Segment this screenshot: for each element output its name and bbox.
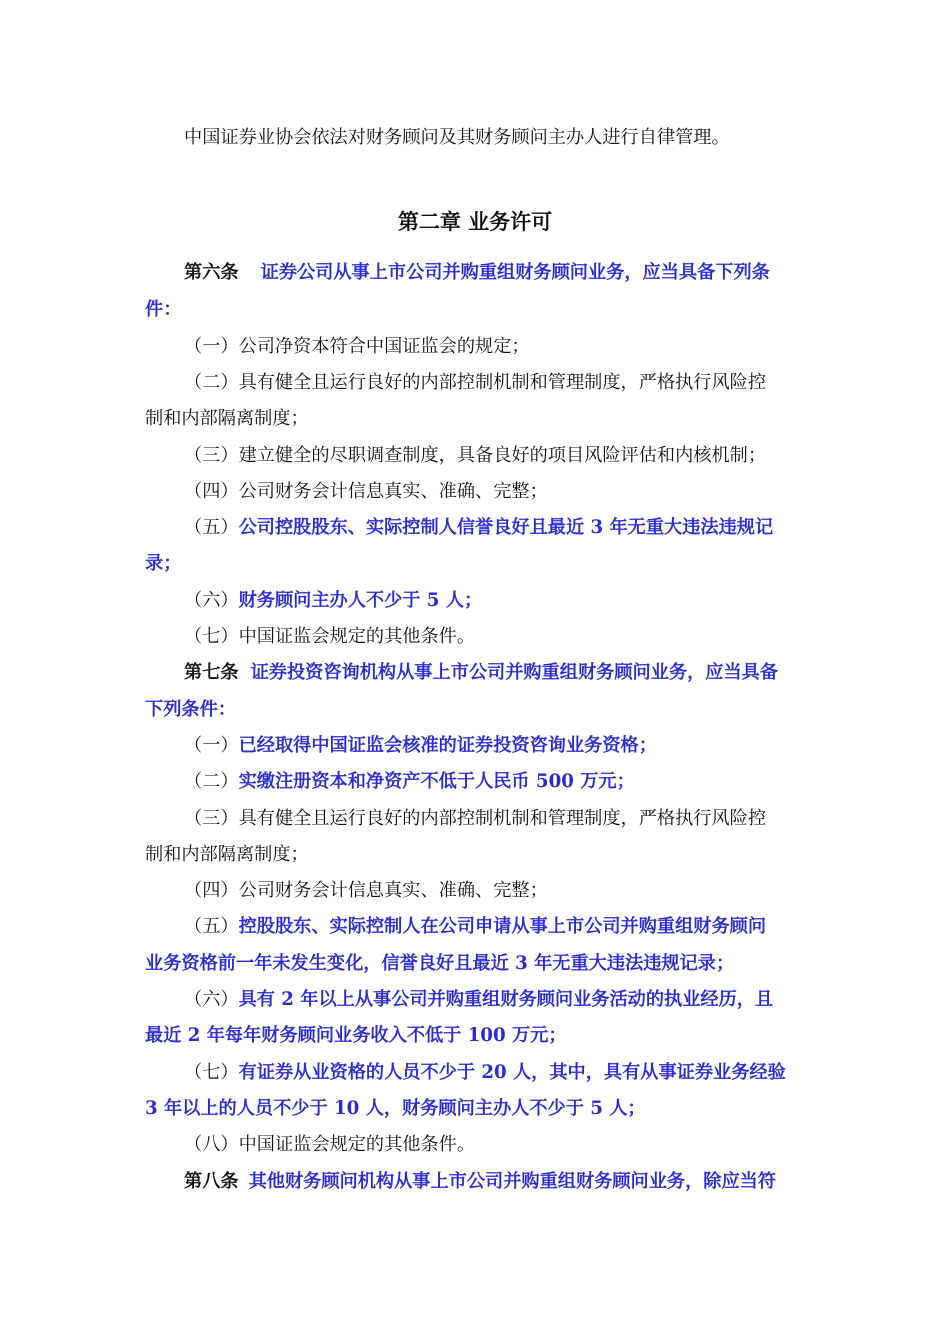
item-prefix: （六） bbox=[184, 590, 239, 611]
item-text: 已经取得中国证监会核准的证券投资咨询业务资格； bbox=[238, 735, 657, 756]
article-8-text: 其他财务顾问机构从事上市公司并购重组财务顾问业务，除应当符 bbox=[248, 1171, 777, 1192]
article-7-item-4: （四）公司财务会计信息真实、准确、完整； bbox=[184, 880, 548, 901]
article-7-item-5-cont: 业务资格前一年未发生变化，信誉良好且最近 3 年无重大违法违规记录； bbox=[145, 953, 735, 974]
article-7-line-2: 下列条件： bbox=[145, 699, 236, 720]
article-7-item-6-cont: 最近 2 年每年财务顾问业务收入不低于 100 万元； bbox=[145, 1025, 567, 1046]
item-prefix: （五） bbox=[184, 517, 239, 538]
article-8-heading: 第八条 bbox=[184, 1171, 239, 1192]
item-text: 公司控股股东、实际控制人信誉良好且最近 3 年无重大违法违规记 bbox=[238, 517, 774, 538]
item-text: 财务顾问主办人不少于 5 人； bbox=[238, 590, 483, 611]
item-text: 实缴注册资本和净资产不低于人民币 500 万元； bbox=[238, 771, 635, 792]
chapter-title: 第二章 业务许可 bbox=[397, 210, 553, 234]
article-6-item-4: （四）公司财务会计信息真实、准确、完整； bbox=[184, 481, 548, 502]
article-7-item-3-cont: 制和内部隔离制度； bbox=[145, 844, 309, 865]
article-6-item-7: （七）中国证监会规定的其他条件。 bbox=[184, 626, 476, 647]
item-text: 具有 2 年以上从事公司并购重组财务顾问业务活动的执业经历，且 bbox=[238, 989, 774, 1010]
item-text: 有证券从业资格的人员不少于 20 人，其中，具有从事证券业务经验 bbox=[238, 1062, 786, 1083]
item-prefix: （七） bbox=[184, 1062, 239, 1083]
article-7-item-5 bbox=[184, 915, 766, 939]
item-prefix: （二） bbox=[184, 771, 239, 792]
item-prefix: （一） bbox=[184, 735, 239, 756]
article-6-line-2: 件： bbox=[145, 299, 182, 320]
article-7-item-3: （三）具有健全且运行良好的内部控制机制和管理制度，严格执行风险控 bbox=[184, 808, 767, 829]
article-6-item-3: （三）建立健全的尽职调查制度，具备良好的项目风险评估和内核机制； bbox=[184, 445, 767, 466]
article-7-item-1 bbox=[184, 734, 657, 758]
article-6-heading: 第六条 bbox=[184, 262, 239, 283]
article-7-item-2 bbox=[184, 770, 635, 794]
article-6-item-5 bbox=[184, 516, 773, 540]
article-6-text: 证券公司从事上市公司并购重组财务顾问业务，应当具备下列条 bbox=[260, 262, 770, 283]
article-8-line-1 bbox=[184, 1170, 776, 1194]
article-7-item-6 bbox=[184, 988, 773, 1012]
article-7-line-1 bbox=[184, 661, 778, 685]
article-6-item-6 bbox=[184, 589, 482, 613]
article-6-item-2-cont: 制和内部隔离制度； bbox=[145, 408, 309, 429]
item-prefix: （六） bbox=[184, 989, 239, 1010]
article-7-item-8: （八）中国证监会规定的其他条件。 bbox=[184, 1134, 476, 1155]
article-6-item-2: （二）具有健全且运行良好的内部控制机制和管理制度，严格执行风险控 bbox=[184, 372, 767, 393]
intro-paragraph: 中国证券业协会依法对财务顾问及其财务顾问主办人进行自律管理。 bbox=[184, 127, 730, 148]
item-prefix: （五） bbox=[184, 916, 239, 937]
article-7-heading: 第七条 bbox=[184, 662, 239, 683]
article-6-item-1: （一）公司净资本符合中国证监会的规定； bbox=[184, 336, 530, 357]
article-7-item-7 bbox=[184, 1061, 786, 1085]
article-7-item-7-cont: 3 年以上的人员不少于 10 人，财务顾问主办人不少于 5 人； bbox=[145, 1098, 646, 1119]
item-text: 控股股东、实际控制人在公司申请从事上市公司并购重组财务顾问 bbox=[238, 916, 767, 937]
article-6-item-5-cont: 录； bbox=[145, 553, 182, 574]
article-6-line-1 bbox=[184, 261, 770, 285]
article-7-text: 证券投资咨询机构从事上市公司并购重组财务顾问业务，应当具备 bbox=[250, 662, 779, 683]
